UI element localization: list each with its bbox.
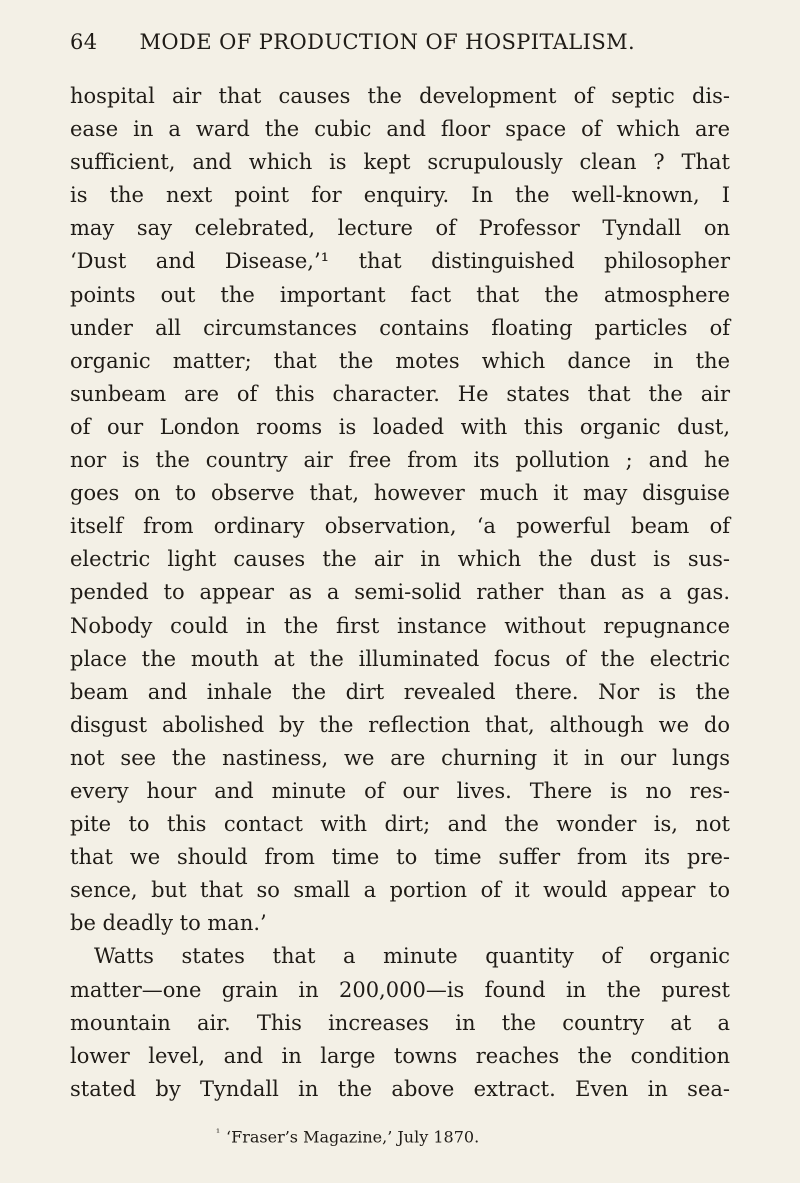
- running-header: [70, 30, 730, 54]
- text-line: Nobody could in the first instance without repugnance: [70, 613, 730, 638]
- text-line: pended to appear as a semi-solid rather than as a gas.: [70, 580, 730, 605]
- text-line: mountain air. This increases in the country at a: [70, 1010, 730, 1035]
- text-line: electric light causes the air in which the dust is sus-: [70, 547, 730, 572]
- paragraph-2: [70, 940, 730, 1105]
- text-line: of our London rooms is loaded with this organic dust,: [70, 414, 730, 439]
- text-line: goes on to observe that, however much it may disguise: [70, 481, 730, 506]
- text-line: points out the important fact that the atmosphere: [70, 282, 730, 307]
- text-line: every hour and minute of our lives. There is no res-: [70, 778, 730, 803]
- footnote-marker: ¹: [216, 1128, 221, 1139]
- text-line: stated by Tyndall in the above extract. Even in sea-: [70, 1076, 730, 1101]
- text-line: be deadly to man.’: [70, 911, 267, 936]
- text-line: that we should from time to time suffer from its pre-: [70, 845, 730, 870]
- text-line: not see the nastiness, we are churning it in our lungs: [70, 745, 730, 770]
- text-line: is the next point for enquiry. In the well-known, I: [70, 183, 730, 208]
- text-line: place the mouth at the illuminated focus of the electric: [70, 646, 730, 671]
- text-line: sunbeam are of this character. He states that the air: [70, 381, 730, 406]
- paragraph-1: [70, 80, 730, 940]
- footnote: [216, 1124, 479, 1147]
- text-line: may say celebrated, lecture of Professor Tyndall on: [70, 216, 730, 241]
- text-line: ease in a ward the cubic and floor space of which are: [70, 117, 730, 142]
- text-line: itself from ordinary observation, ‘a powerful beam of: [70, 514, 730, 539]
- text-line: Watts states that a minute quantity of organic: [94, 944, 730, 969]
- text-line: pite to this contact with dirt; and the wonder is, not: [70, 812, 730, 837]
- page-number: 64: [70, 30, 98, 54]
- text-line: beam and inhale the dirt revealed there. Nor is the: [70, 679, 730, 704]
- text-line: nor is the country air free from its pollution ; and he: [70, 448, 730, 473]
- body-text: [70, 80, 730, 1106]
- text-line: sence, but that so small a portion of it would appear to: [70, 878, 730, 903]
- text-line: hospital air that causes the development of septic dis-: [70, 84, 730, 108]
- text-line: matter—one grain in 200,000—is found in the purest: [70, 977, 730, 1002]
- text-line: lower level, and in large towns reaches the condition: [70, 1043, 730, 1068]
- footnote-text: ‘Fraser’s Magazine,’ July 1870.: [226, 1127, 480, 1147]
- text-line: disgust abolished by the reflection that, although we do: [70, 712, 730, 737]
- running-title: MODE OF PRODUCTION OF HOSPITALISM.: [139, 30, 636, 54]
- text-line: under all circumstances contains floating particles of: [70, 315, 730, 340]
- text-line: sufficient, and which is kept scrupulously clean ? That: [70, 150, 730, 175]
- text-line: ‘Dust and Disease,’¹ that distinguished philosopher: [70, 249, 730, 274]
- text-line: organic matter; that the motes which dance in the: [70, 348, 730, 373]
